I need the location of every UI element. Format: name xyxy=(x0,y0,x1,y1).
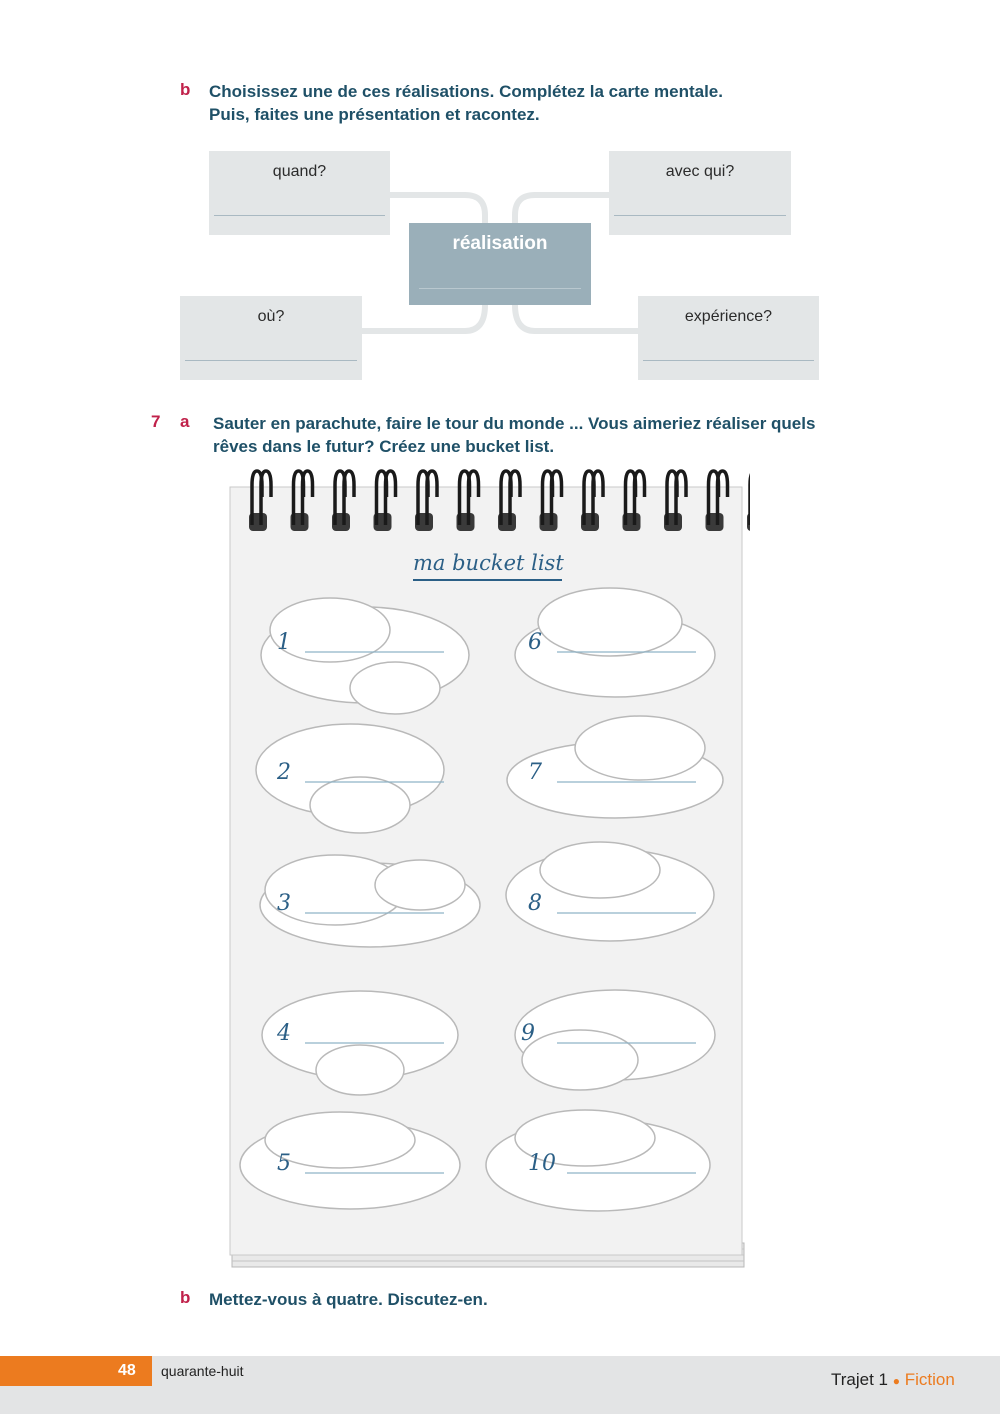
bucket-number-10: 10 xyxy=(528,1151,556,1176)
exercise-b-bottom-text: Mettez-vous à quatre. Discutez-en. xyxy=(209,1290,488,1309)
exercise-letter-b: b xyxy=(180,80,191,99)
bucket-number-3: 3 xyxy=(277,891,291,916)
cloud-9 xyxy=(515,990,715,1090)
bucket-number-2: 2 xyxy=(277,760,291,785)
exercise-7a-line2: rêves dans le futur? Créez une bucket list. xyxy=(213,437,555,456)
footer-section xyxy=(831,1370,955,1390)
exercise-b-line2: Puis, faites une présentation et racontez. xyxy=(209,105,540,124)
bucket-list-title: ma bucket list xyxy=(413,551,564,575)
mindmap-label-experience: expérience? xyxy=(684,308,773,325)
bucket-number-6: 6 xyxy=(528,630,542,655)
mindmap-label-ou: où? xyxy=(257,308,285,325)
page-number: 48 xyxy=(118,1362,136,1379)
footer-section-name: Fiction xyxy=(904,1370,955,1389)
footer-trajet: Trajet 1 xyxy=(831,1370,889,1389)
exercise-letter-a: a xyxy=(180,412,190,431)
exercise-number-7: 7 xyxy=(151,412,161,431)
exercise-b-line1: Choisissez une de ces réalisations. Complétez la carte mentale. xyxy=(209,82,723,101)
bucket-number-7: 7 xyxy=(528,760,542,785)
footer-bullet: ● xyxy=(892,1374,900,1388)
exercise-letter-b-bottom: b xyxy=(180,1288,191,1307)
mindmap-label-center: réalisation xyxy=(452,233,548,254)
mindmap-label-quand: quand? xyxy=(272,163,327,180)
bucket-number-4: 4 xyxy=(277,1021,291,1046)
page-number-words: quarante-huit xyxy=(161,1363,244,1379)
bucket-number-5: 5 xyxy=(277,1151,291,1176)
cloud-3 xyxy=(260,855,480,947)
cloud-10 xyxy=(486,1110,710,1211)
exercise-7a-line1: Sauter en parachute, faire le tour du monde ... Vous aimeriez réaliser quels xyxy=(213,414,816,433)
bucket-number-1: 1 xyxy=(277,630,291,655)
cloud-1 xyxy=(261,598,469,714)
bucket-number-9: 9 xyxy=(521,1021,535,1046)
cloud-6 xyxy=(515,588,715,697)
mindmap-label-avec-qui: avec qui? xyxy=(665,163,735,180)
cloud-5 xyxy=(240,1112,460,1209)
bucket-number-8: 8 xyxy=(528,891,542,916)
